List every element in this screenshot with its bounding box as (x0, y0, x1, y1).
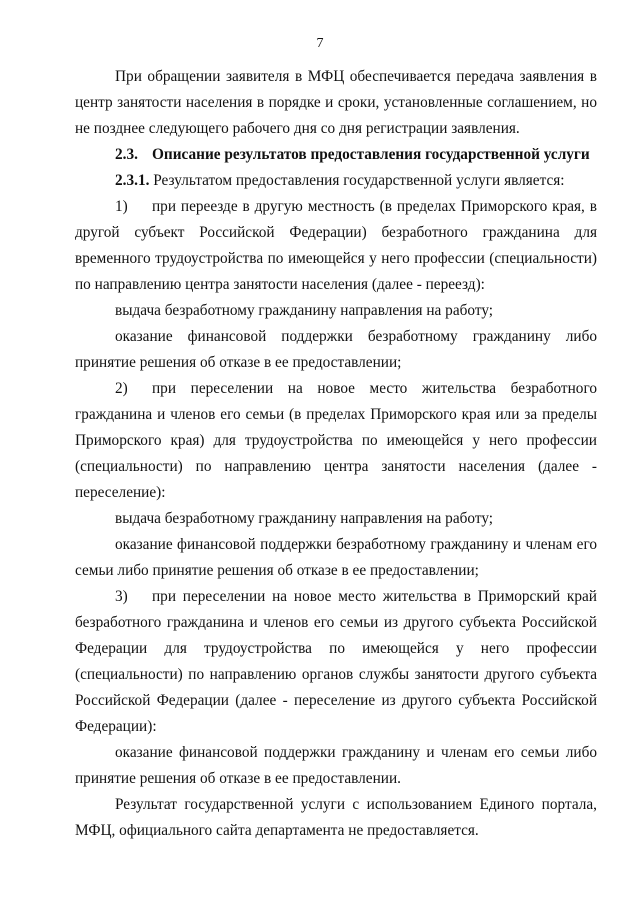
list-item-text: при переселении на новое место жительства безработного гражданина и членов его семьи (в пределах Приморского края или за пределы Приморского края) для трудоустройства по имеющейся у него профессии (специальности) по направлению центра занятости населения (далее - переселение): (75, 380, 597, 501)
list-item-number: 3) (115, 588, 128, 605)
paragraph-item2-support: оказание финансовой поддержки безработному гражданину и членам его семьи либо принятие решения об отказе в ее предоставлении; (75, 536, 597, 579)
paragraph-item1-referral: выдача безработному гражданину направления на работу; (115, 302, 494, 319)
list-item-number: 1) (115, 198, 128, 215)
list-item-1 (75, 194, 597, 298)
paragraph-item1-support: оказание финансовой поддержки безработному гражданину либо принятие решения об отказе в ее предоставлении; (75, 328, 597, 371)
section-number: 2.3. (115, 146, 138, 163)
section-title: Описание результатов предоставления государственной услуги (152, 146, 590, 163)
paragraph-item3-support: оказание финансовой поддержки гражданину и членам его семьи либо принятие решения об отказе в ее предоставлении. (75, 744, 597, 787)
paragraph-final-note: Результат государственной услуги с использованием Единого портала, МФЦ, официального сайта департамента не предоставляется. (75, 796, 597, 839)
subsection-text: Результатом предоставления государственной услуги является: (149, 172, 565, 189)
list-item-text: при переезде в другую местность (в пределах Приморского края, в другой субъект Российской Федерации) безработного гражданина для временного трудоустройства по имеющейся у него профессии (специальности) по направлению центра занятости населения (далее - переезд): (75, 198, 597, 293)
paragraph-2-3-1 (75, 168, 597, 194)
paragraph-item2-referral: выдача безработному гражданину направления на работу; (115, 510, 494, 527)
subsection-number: 2.3.1. (115, 172, 150, 189)
list-item-3 (75, 584, 597, 740)
document-body (75, 64, 597, 844)
list-item-text: при переселении на новое место жительства в Приморский край безработного гражданина и членов его семьи из другого субъекта Российской Федерации для трудоустройства по имеющейся у него профессии (специальности) по направлению органов службы занятости другого субъекта Российской Федерации (далее - переселение из другого субъекта Российской Федерации): (75, 588, 597, 735)
paragraph-mfc-transfer: При обращении заявителя в МФЦ обеспечивается передача заявления в центр занятости населения в порядке и сроки, установленные соглашением, но не позднее следующего рабочего дня со дня регистрации заявления. (75, 68, 597, 137)
section-heading-2-3 (75, 142, 597, 168)
list-item-2 (75, 376, 597, 506)
list-item-number: 2) (115, 380, 128, 397)
page-number: 7 (316, 36, 324, 51)
